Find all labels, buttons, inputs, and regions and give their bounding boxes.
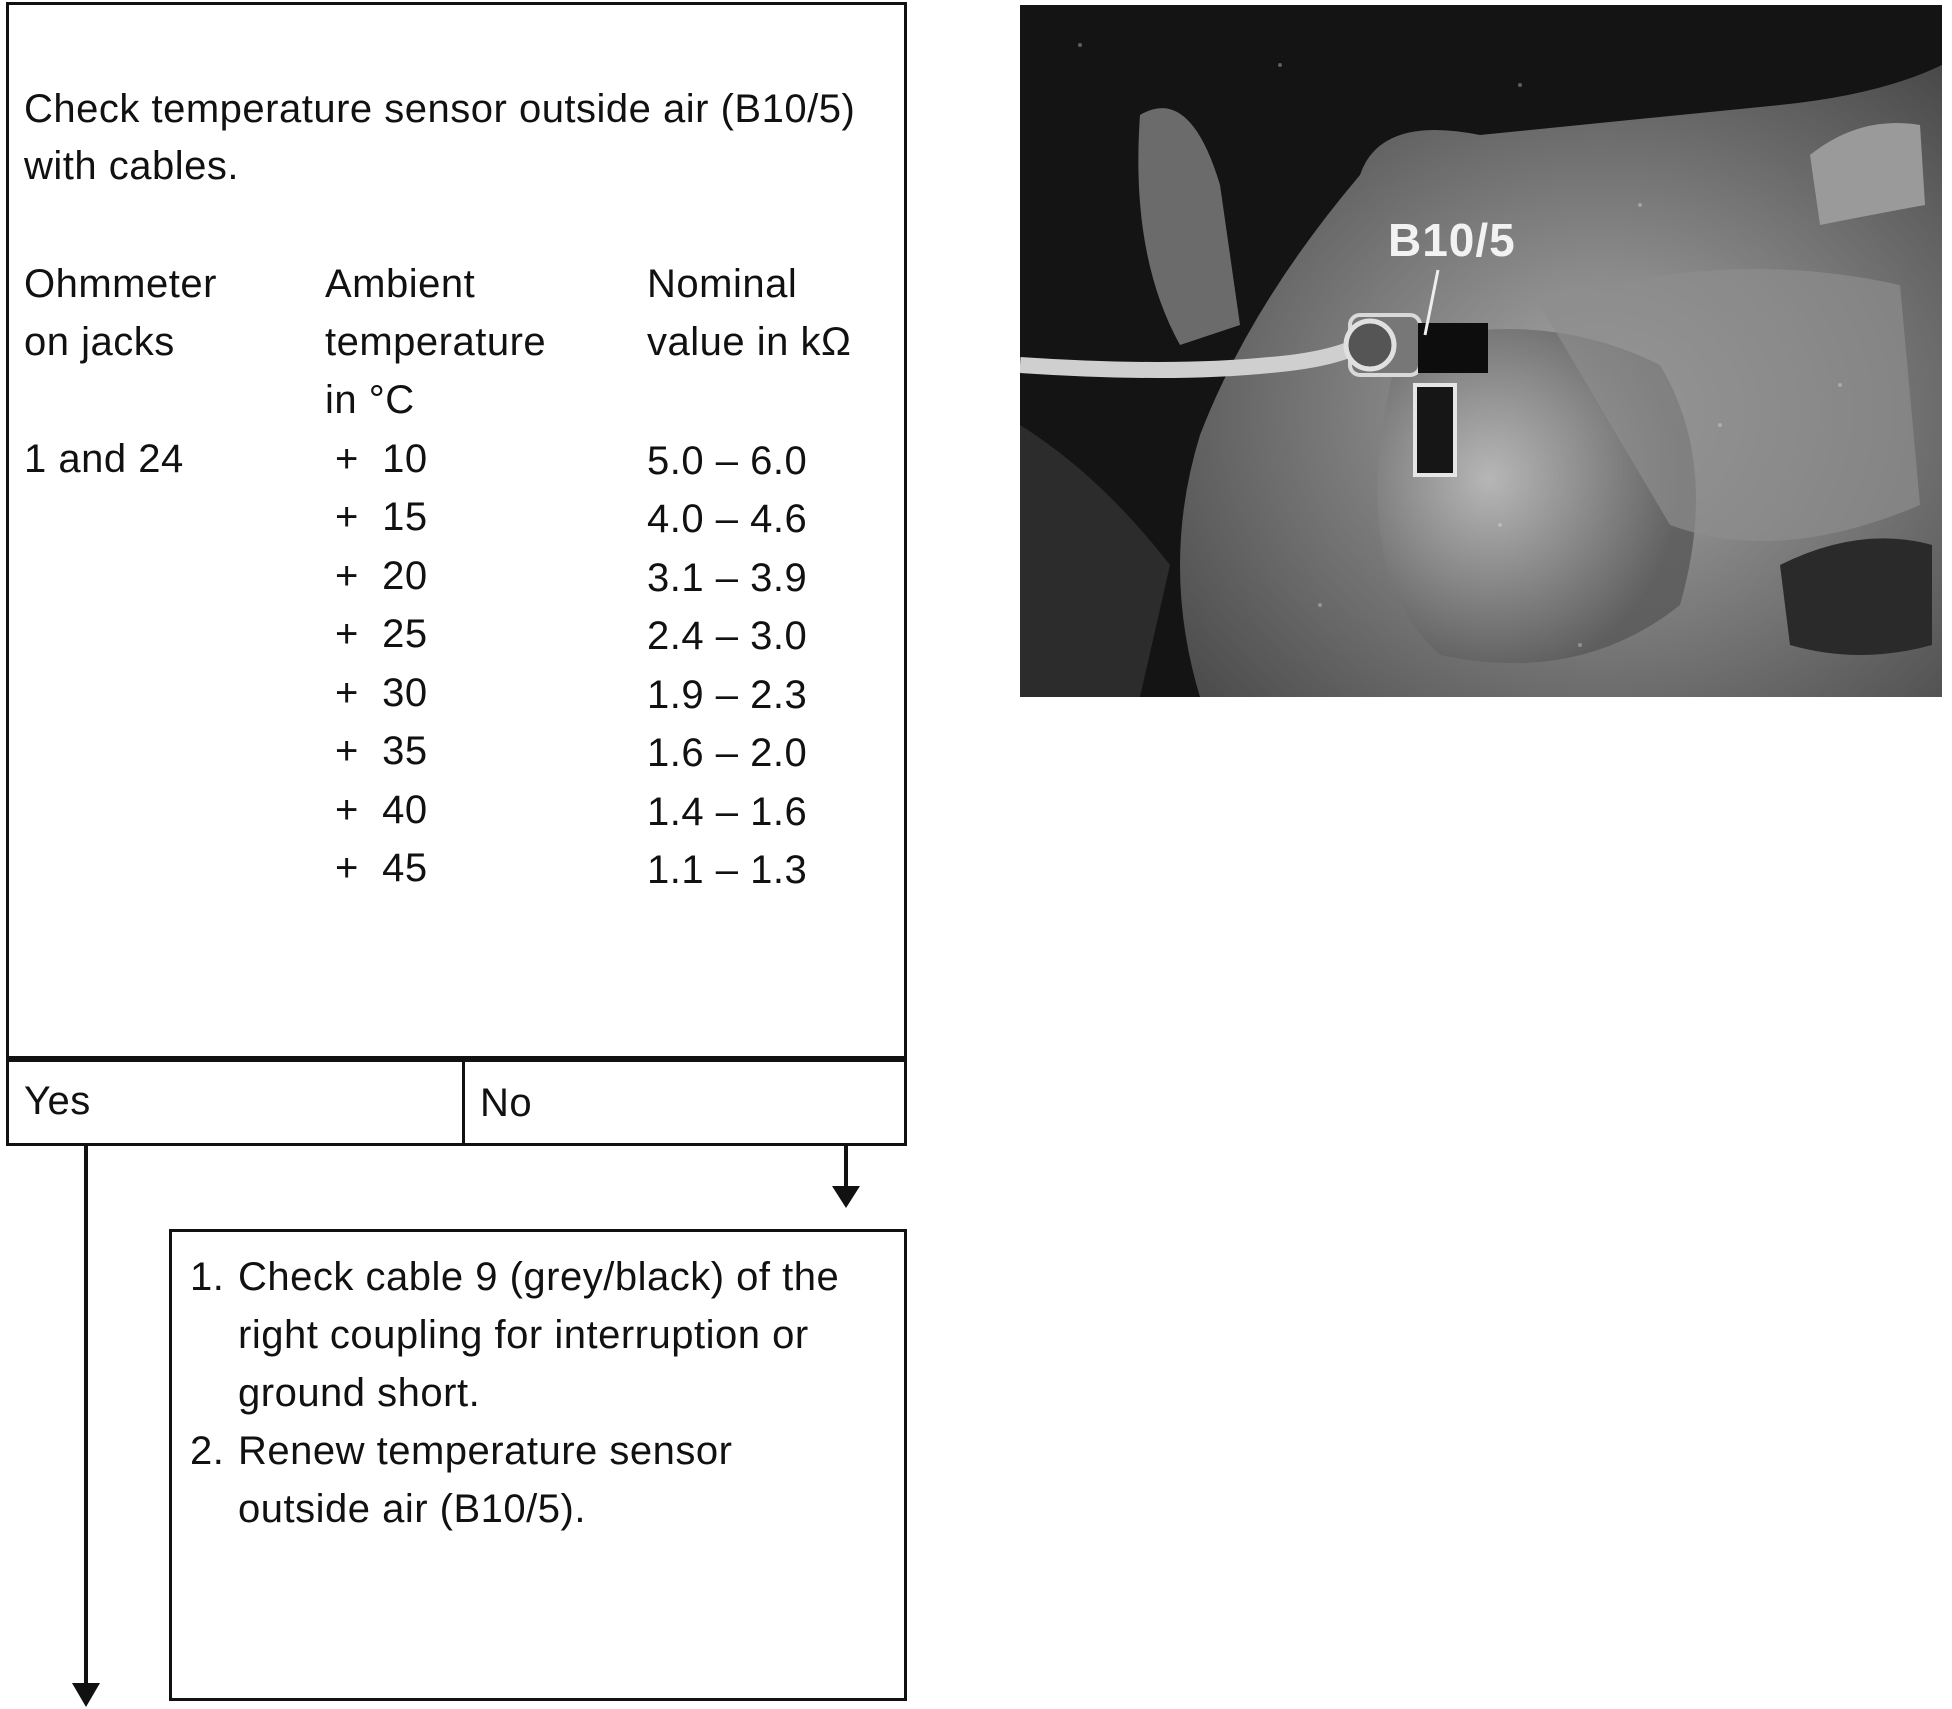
row-value: 1.1 – 1.3: [647, 848, 808, 892]
row-value: 1.9 – 2.3: [647, 673, 808, 717]
yes-arrow: [72, 1145, 100, 1707]
header-ohmmeter-line: Ohmmeter: [24, 262, 217, 306]
row-value: 2.4 – 3.0: [647, 614, 808, 658]
header-nominal-line: Nominal: [647, 262, 798, 306]
header-ambient-line: temperature: [325, 320, 547, 364]
jacks-value: 1 and 24: [24, 437, 184, 481]
remedy-line: outside air (B10/5).: [238, 1487, 586, 1531]
row-temp: + 20: [335, 554, 428, 598]
row-temp: + 45: [335, 846, 428, 890]
remedy-line: ground short.: [238, 1371, 481, 1415]
no-arrow: [832, 1145, 860, 1208]
remedy-line: Check cable 9 (grey/black) of the: [238, 1255, 840, 1299]
row-temp: + 10: [335, 437, 428, 481]
row-value: 1.4 – 1.6: [647, 790, 808, 834]
remedy-number: 2.: [190, 1429, 225, 1473]
row-temp: + 25: [335, 612, 428, 656]
check-title-line-2: with cables.: [24, 144, 239, 188]
row-value: 4.0 – 4.6: [647, 497, 808, 541]
header-ambient-line: in °C: [325, 378, 415, 422]
sensor-photo-label: B10/5: [1388, 214, 1516, 266]
row-temp: + 30: [335, 671, 428, 715]
remedy-line: Renew temperature sensor: [238, 1429, 733, 1473]
row-temp: + 40: [335, 788, 428, 832]
header-ohmmeter-line: on jacks: [24, 320, 175, 364]
row-temp: + 15: [335, 495, 428, 539]
sensor-photo: [1020, 5, 1942, 697]
remedy-line: right coupling for interruption or: [238, 1313, 809, 1357]
check-title-line-1: Check temperature sensor outside air (B10/5): [24, 87, 856, 131]
header-nominal-line: value in kΩ: [647, 320, 852, 364]
no-label: No: [480, 1081, 533, 1125]
remedy-number: 1.: [190, 1255, 225, 1299]
yes-label: Yes: [24, 1079, 91, 1123]
row-temp: + 35: [335, 729, 428, 773]
header-ambient-line: Ambient: [325, 262, 476, 306]
row-value: 1.6 – 2.0: [647, 731, 808, 775]
row-value: 3.1 – 3.9: [647, 556, 808, 600]
row-value: 5.0 – 6.0: [647, 439, 808, 483]
sensor-photo-illustration: [1020, 5, 1942, 697]
